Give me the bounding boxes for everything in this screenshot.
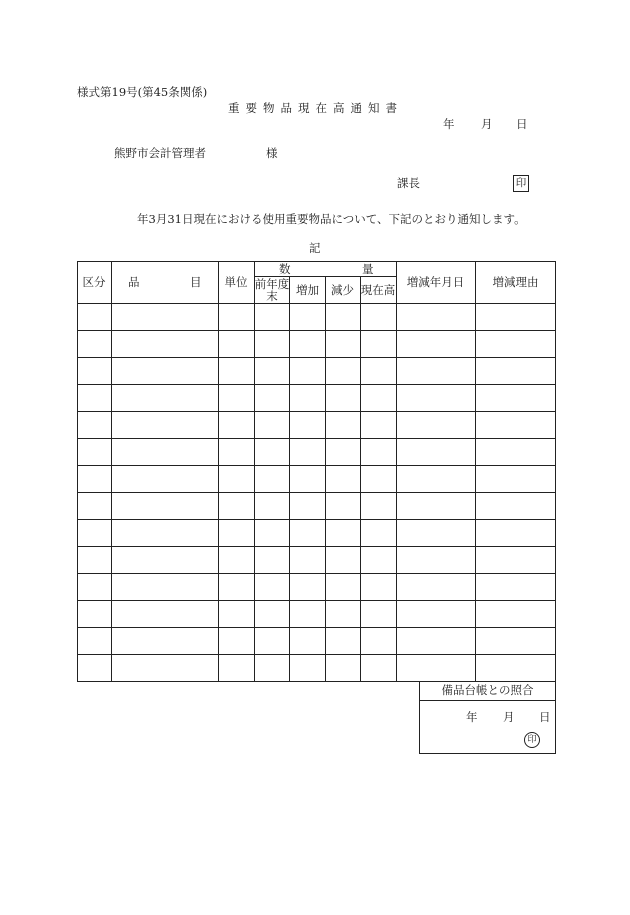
header-unit: 単位 bbox=[224, 275, 248, 289]
header-item-left: 品 bbox=[128, 275, 140, 289]
header-category: 区分 bbox=[82, 275, 106, 289]
verify-box-label: 備品台帳との照合 bbox=[441, 683, 534, 697]
header-change-date: 増減年月日 bbox=[406, 275, 465, 289]
header-item-right: 目 bbox=[190, 275, 202, 289]
seal-square-icon: 印 bbox=[513, 175, 529, 192]
header-prev-year-line2: 末 bbox=[266, 289, 278, 303]
table-border bbox=[78, 262, 556, 682]
form-number: 様式第19号(第45条関係) bbox=[77, 85, 208, 99]
body-text: 年3月31日現在における使用重要物品について、下記のとおり通知します。 bbox=[137, 212, 526, 226]
sender-title: 課長 bbox=[397, 176, 420, 190]
honorific: 様 bbox=[266, 146, 278, 160]
verify-day-label: 日 bbox=[539, 710, 551, 724]
ki-label: 記 bbox=[309, 241, 321, 255]
header-increase: 増加 bbox=[296, 283, 319, 297]
header-qty-right: 量 bbox=[362, 262, 374, 276]
header-current: 現在高 bbox=[360, 283, 396, 297]
date-day-label: 日 bbox=[516, 117, 528, 131]
header-prev-year-line1: 前年度 bbox=[254, 277, 290, 291]
header-change-reason: 増減理由 bbox=[492, 275, 539, 289]
addressee: 熊野市会計管理者 bbox=[114, 146, 206, 160]
header-decrease: 減少 bbox=[331, 283, 354, 297]
date-month-label: 月 bbox=[481, 117, 493, 131]
verify-month-label: 月 bbox=[503, 710, 515, 724]
seal-circle-icon: 印 bbox=[524, 732, 540, 748]
document-title: 重要物品現在高通知書 bbox=[228, 101, 403, 115]
date-year-label: 年 bbox=[443, 117, 455, 131]
verify-year-label: 年 bbox=[466, 710, 478, 724]
header-qty-left: 数 bbox=[279, 262, 291, 276]
